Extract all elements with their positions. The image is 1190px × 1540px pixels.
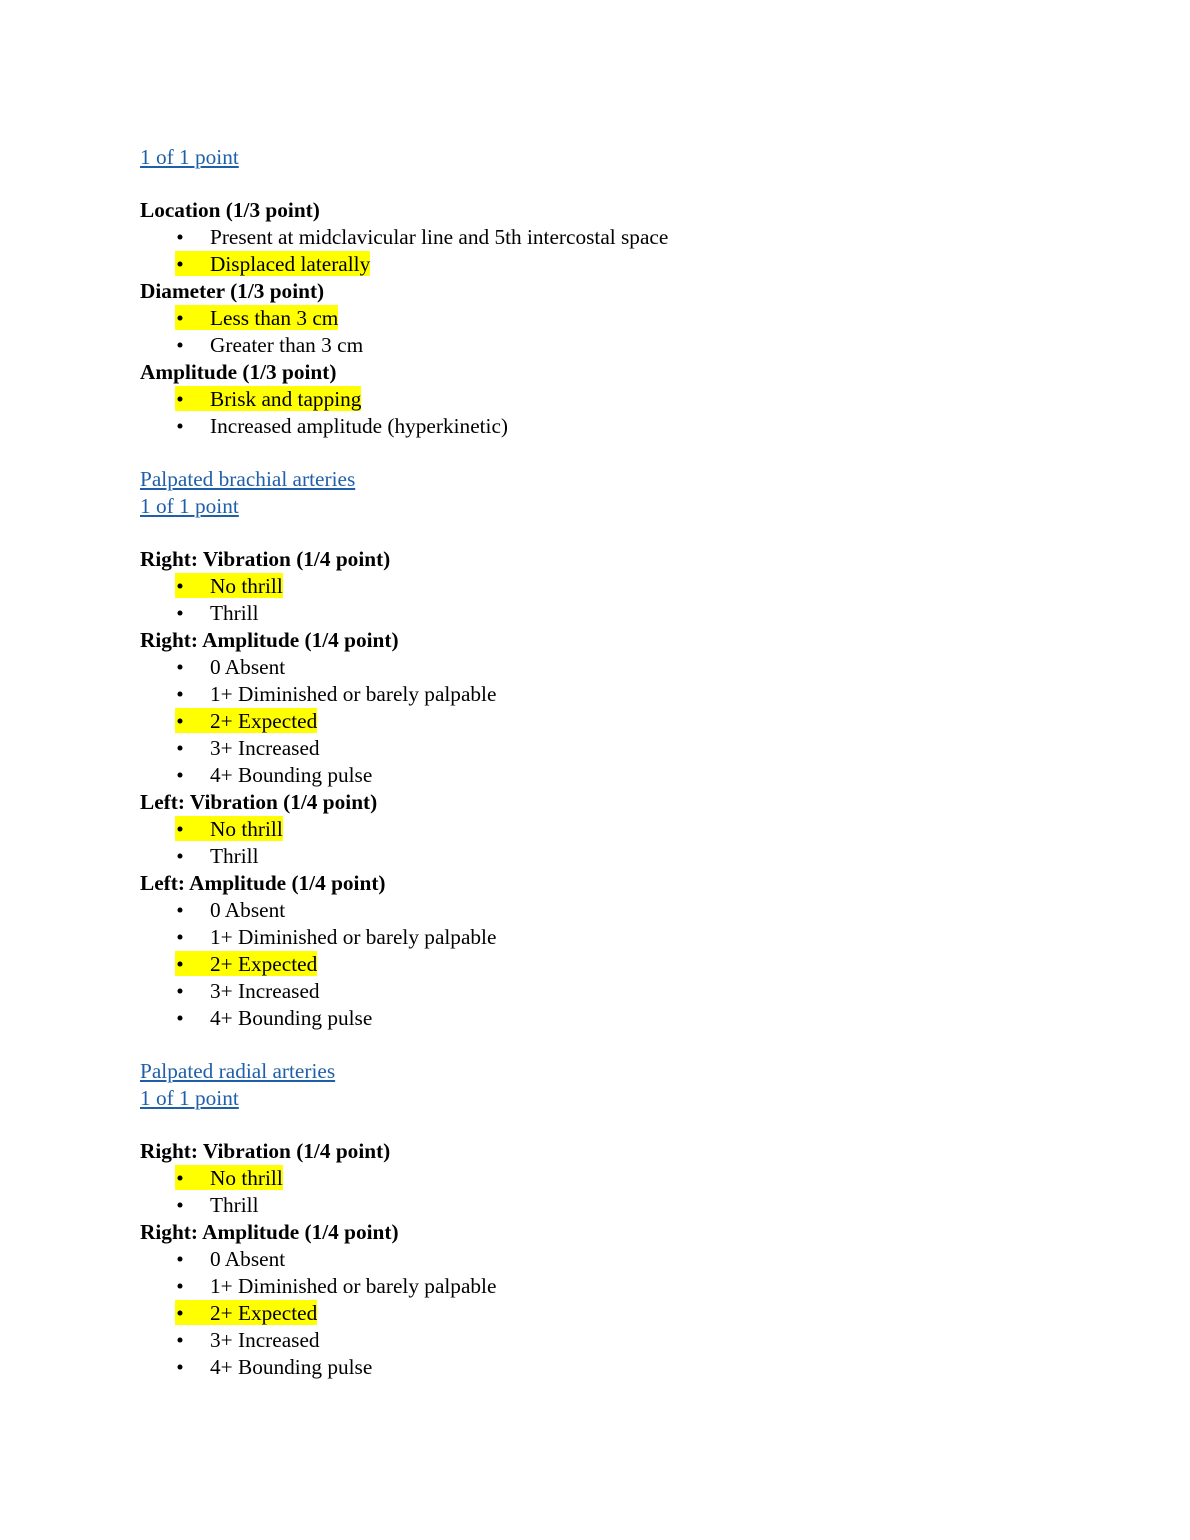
option-row [175,1273,496,1298]
section-title-link[interactable]: Palpated brachial arteries [140,467,356,491]
option-row [175,897,285,922]
option-item [140,897,1100,924]
bullet-icon: • [176,1274,184,1298]
section-title-link[interactable]: Palpated radial arteries [140,1059,336,1083]
assessment-section [140,1032,1100,1381]
score-spacer [140,520,1100,546]
option-row [175,305,338,330]
option-row [175,978,320,1003]
option-item [140,1005,1100,1032]
option-item [140,413,1100,440]
option-item-selected [140,951,1100,978]
option-row [175,413,508,438]
bullet-icon: • [176,1328,184,1352]
option-item [140,762,1100,789]
option-item [140,1192,1100,1219]
option-text: 2+ Expected [210,1301,318,1325]
option-row [175,386,361,411]
option-text: Thrill [210,1193,259,1217]
score-link[interactable]: 1 of 1 point [140,145,239,169]
bullet-icon: • [176,387,184,411]
bullet-icon: • [176,655,184,679]
option-row [175,1165,283,1190]
bullet-icon: • [176,844,184,868]
option-text: 3+ Increased [210,1328,320,1352]
option-row [175,1246,285,1271]
option-text: 4+ Bounding pulse [210,763,373,787]
option-list [140,386,1100,440]
option-row [175,573,283,598]
bullet-icon: • [176,1193,184,1217]
bullet-icon: • [176,898,184,922]
option-text: 2+ Expected [210,709,318,733]
option-text: Displaced laterally [210,252,371,276]
option-item [140,1246,1100,1273]
option-text: 2+ Expected [210,952,318,976]
option-row [175,735,320,760]
bullet-icon: • [176,736,184,760]
bullet-icon: • [176,1247,184,1271]
assessment-section [140,144,1100,440]
option-list [140,816,1100,870]
option-item [140,1327,1100,1354]
bullet-icon: • [176,1355,184,1379]
option-text: Thrill [210,601,259,625]
option-text: 0 Absent [210,1247,286,1271]
bullet-icon: • [176,601,184,625]
option-row [175,600,259,625]
option-row [175,762,372,787]
bullet-icon: • [176,1166,184,1190]
score-spacer [140,1112,1100,1138]
option-row [175,951,317,976]
bullet-icon: • [176,306,184,330]
option-row [175,681,496,706]
option-item-selected [140,1165,1100,1192]
bullet-icon: • [176,682,184,706]
option-text: 0 Absent [210,898,286,922]
criterion-heading: Right: Amplitude (1/4 point) [140,1220,399,1244]
document-page [140,144,1100,1381]
option-item [140,1354,1100,1381]
option-item [140,924,1100,951]
option-item-selected [140,386,1100,413]
option-list [140,654,1100,789]
option-text: No thrill [210,817,283,841]
option-row [175,224,668,249]
option-text: No thrill [210,574,283,598]
option-item [140,735,1100,762]
option-text: 0 Absent [210,655,286,679]
option-item-selected [140,708,1100,735]
bullet-icon: • [176,763,184,787]
option-row [175,1327,320,1352]
option-list [140,305,1100,359]
option-text: 3+ Increased [210,979,320,1003]
option-text: No thrill [210,1166,283,1190]
score-link[interactable]: 1 of 1 point [140,494,239,518]
criterion-heading: Left: Vibration (1/4 point) [140,790,378,814]
score-link[interactable]: 1 of 1 point [140,1086,239,1110]
option-row [175,1354,372,1379]
option-text: 3+ Increased [210,736,320,760]
section-spacer [140,440,1100,466]
criterion-heading: Right: Vibration (1/4 point) [140,547,391,571]
option-list [140,224,1100,278]
option-item-selected [140,573,1100,600]
score-spacer [140,171,1100,197]
section-spacer [140,1032,1100,1058]
option-text: Brisk and tapping [210,387,362,411]
option-text: Less than 3 cm [210,306,339,330]
criterion-heading: Right: Vibration (1/4 point) [140,1139,391,1163]
option-row [175,654,285,679]
criterion-heading: Diameter (1/3 point) [140,279,325,303]
criterion-heading: Left: Amplitude (1/4 point) [140,871,386,895]
option-row [175,1192,259,1217]
option-text: 1+ Diminished or barely palpable [210,682,497,706]
option-text: Greater than 3 cm [210,333,364,357]
option-text: 4+ Bounding pulse [210,1006,373,1030]
option-item [140,843,1100,870]
bullet-icon: • [176,252,184,276]
bullet-icon: • [176,333,184,357]
bullet-icon: • [176,952,184,976]
bullet-icon: • [176,925,184,949]
option-item [140,600,1100,627]
option-text: 1+ Diminished or barely palpable [210,1274,497,1298]
option-item-selected [140,251,1100,278]
option-item [140,1273,1100,1300]
option-text: Thrill [210,844,259,868]
option-list [140,573,1100,627]
option-item [140,978,1100,1005]
option-item [140,681,1100,708]
option-text: Increased amplitude (hyperkinetic) [210,414,509,438]
option-row [175,1300,317,1325]
option-row [175,816,283,841]
option-list [140,897,1100,1032]
option-item [140,224,1100,251]
criterion-heading: Amplitude (1/3 point) [140,360,337,384]
option-row [175,924,496,949]
option-text: Present at midclavicular line and 5th intercostal space [210,225,669,249]
option-item-selected [140,816,1100,843]
option-text: 1+ Diminished or barely palpable [210,925,497,949]
option-list [140,1246,1100,1381]
bullet-icon: • [176,1301,184,1325]
option-item-selected [140,1300,1100,1327]
option-list [140,1165,1100,1219]
criterion-heading: Right: Amplitude (1/4 point) [140,628,399,652]
bullet-icon: • [176,225,184,249]
option-text: 4+ Bounding pulse [210,1355,373,1379]
option-row [175,332,363,357]
option-row [175,843,259,868]
option-row [175,1005,372,1030]
bullet-icon: • [176,574,184,598]
bullet-icon: • [176,709,184,733]
bullet-icon: • [176,1006,184,1030]
bullet-icon: • [176,979,184,1003]
criterion-heading: Location (1/3 point) [140,198,320,222]
bullet-icon: • [176,817,184,841]
option-item [140,654,1100,681]
option-row [175,251,370,276]
bullet-icon: • [176,414,184,438]
assessment-section [140,440,1100,1032]
option-item [140,332,1100,359]
option-row [175,708,317,733]
option-item-selected [140,305,1100,332]
